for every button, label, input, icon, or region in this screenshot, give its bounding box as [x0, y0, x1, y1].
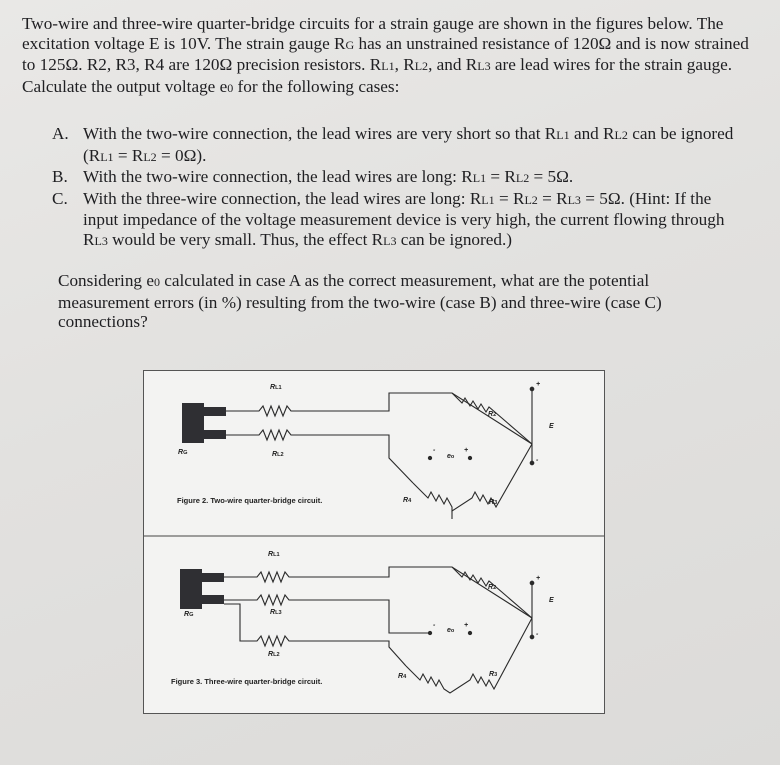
label-eo-plus-3w: + — [464, 622, 469, 629]
gauge-tab-bottom-3w — [202, 595, 224, 604]
terminal-eo-minus — [428, 456, 431, 459]
label-e-plus-3w: + — [536, 575, 541, 582]
figure-3-caption: Figure 3. Three-wire quarter-bridge circuit. — [171, 677, 323, 686]
label-rg-3w: RG — [184, 611, 194, 618]
lead-wire-rl1 — [226, 393, 532, 444]
label-r4: R4 — [403, 497, 412, 504]
terminal-e-minus-3w — [530, 635, 534, 639]
case-b: B. With the two-wire connection, the lead wires are long: RL1 = RL2 = 5Ω. — [52, 167, 574, 187]
resistors-r4-r3-3w — [406, 618, 532, 693]
label-rl2: RL2 — [272, 451, 284, 458]
terminal-eo-plus — [468, 456, 471, 459]
strain-gauge-rg — [182, 403, 204, 443]
gauge-tab-top — [204, 407, 226, 416]
case-c: C. With the three-wire connection, the lead wires are long: RL1 = RL2 = RL3 = 5Ω. (Hint: If the input impedance of the voltage measurement device is very high, the current flowing through RL3 would be very small. Thus, the effect RL3 can be ignored.) — [52, 188, 725, 249]
label-e-minus: - — [536, 457, 539, 464]
figure-3-circuit — [180, 567, 534, 693]
label-rg: RG — [178, 449, 188, 456]
circuit-diagrams — [144, 371, 604, 713]
lead-wire-rl2 — [226, 430, 413, 483]
label-excitation-e: E — [549, 423, 554, 430]
error-question: Considering e0 calculated in case A as the correct measurement, what are the potential measurement errors (in %) resulting from the two-wire (case B) and three-wire (case C) connections? — [58, 271, 662, 332]
label-r3: R3 — [489, 499, 498, 506]
lead-wire-rl2-3w — [224, 604, 406, 666]
terminal-eo-plus-3w — [468, 631, 471, 634]
label-eo-3w: eo — [447, 627, 455, 634]
label-rl1-3w: RL1 — [268, 551, 280, 558]
terminal-e-plus — [530, 387, 534, 391]
label-excitation-e-3w: E — [549, 597, 554, 604]
label-r2-3w: R2 — [488, 584, 497, 591]
terminal-eo-minus-3w — [428, 631, 431, 634]
label-rl2-3w: RL2 — [268, 651, 280, 658]
label-r4-3w: R4 — [398, 673, 407, 680]
label-eo: eo — [447, 453, 455, 460]
figure-2-caption: Figure 2. Two-wire quarter-bridge circuit. — [177, 496, 323, 505]
gauge-tab-top-3w — [202, 573, 224, 582]
terminal-e-plus-3w — [530, 581, 534, 585]
label-eo-minus: - — [433, 447, 436, 454]
label-eo-plus: + — [464, 447, 469, 454]
strain-gauge-rg-3w — [180, 569, 202, 609]
label-rl3-3w: RL3 — [270, 609, 282, 616]
label-r2: R2 — [488, 411, 497, 418]
case-list — [52, 124, 742, 252]
label-r3-3w: R3 — [489, 671, 498, 678]
gauge-tab-bottom — [204, 430, 226, 439]
bridge-figures — [143, 370, 605, 714]
label-eo-minus-3w: - — [433, 622, 436, 629]
label-e-minus-3w: - — [536, 631, 539, 638]
resistors-r4-r3 — [413, 444, 532, 511]
lead-wire-rl3 — [224, 595, 430, 633]
problem-intro: Two-wire and three-wire quarter-bridge circuits for a strain gauge are shown in the figures below. The excitation voltage E is 10V. The strain gauge RG has an unstrained resistance of 120Ω and is now strained to 125Ω. R2, R3, R4 are 120Ω precision resistors. RL1, RL2, and RL3 are lead wires for the strain gauge. Calculate the output voltage e0 for the following cases: — [22, 14, 749, 96]
case-a: A. With the two-wire connection, the lead wires are very short so that RL1 and RL2 can be ignored (RL1 = RL2 = 0Ω). — [52, 124, 734, 165]
label-rl1: RL1 — [270, 384, 282, 391]
terminal-e-minus — [530, 461, 534, 465]
label-e-plus: + — [536, 381, 541, 388]
